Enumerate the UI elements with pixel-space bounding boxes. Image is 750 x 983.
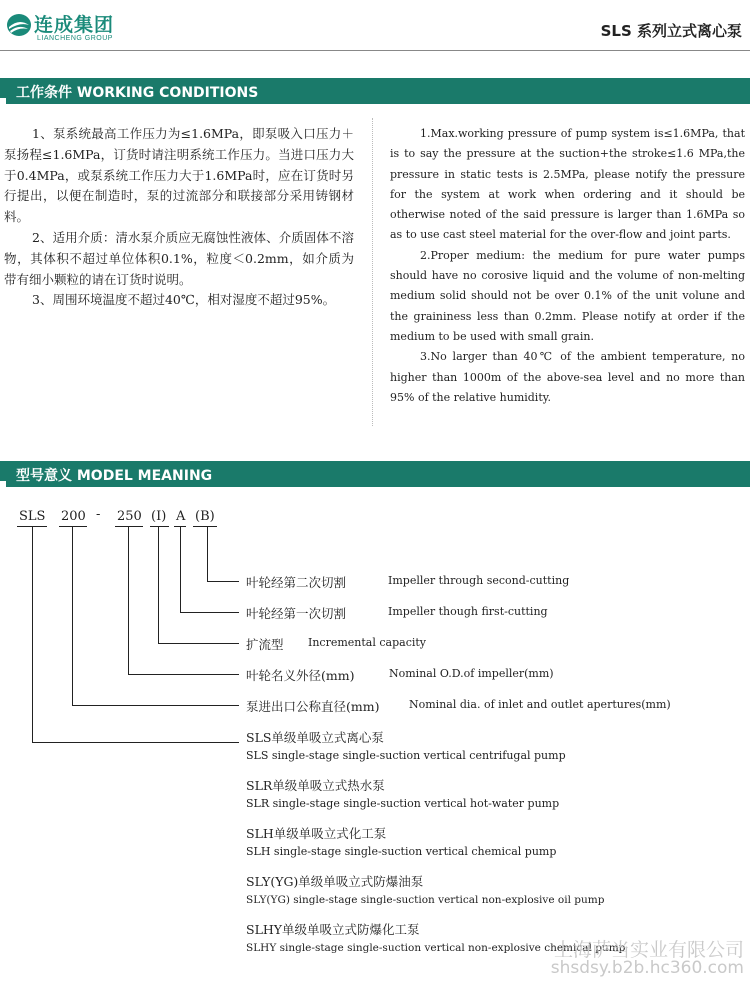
working-conditions-heading: 工作条件 WORKING CONDITIONS (16, 85, 259, 101)
logo-text: 连成集团 (34, 14, 115, 36)
label-cn-impeller-od: 叶轮名义外径(mm) (246, 668, 355, 683)
label-cn-second-cut: 叶轮经第二次切割 (246, 575, 347, 590)
connector-line (32, 527, 33, 742)
pump-type-cn: SLH单级单吸立式化工泵 (246, 826, 387, 841)
pump-type-cn: SLHY单级单吸立式防爆化工泵 (246, 922, 420, 937)
connector-line (32, 742, 239, 743)
connector-line (128, 527, 129, 674)
page-title: SLS 系列立式离心泵 (600, 22, 742, 40)
label-en-incremental: Incremental capacity (308, 636, 427, 649)
en-paragraph: 3.No larger than 40℃ of the ambient temperature, no higher than 1000m of the above-sea level and no more than 95% of the relative humidity. (390, 350, 745, 404)
logo-subtext: LIANCHENG GROUP (37, 35, 113, 42)
code-part-dash: - (96, 507, 101, 522)
working-conditions-en (390, 124, 745, 408)
label-cn-first-cut: 叶轮经第一次切割 (246, 606, 347, 621)
pump-type-cn: SLS单级单吸立式离心泵 (246, 730, 384, 745)
label-en-second-cut: Impeller through second-cutting (388, 574, 570, 587)
working-conditions-cn (4, 124, 354, 311)
en-paragraph: 2.Proper medium: the medium for pure water pumps should have no corosive liquid and the volume of non-melting medium solid should not be over 0.1% of the unit volune and the graininess less than 0.2mm. Please notify at order if the medium to be used with small grain. (390, 248, 745, 343)
code-part-i: (I) (151, 509, 167, 524)
code-underline (193, 526, 217, 527)
code-part-a: A (176, 509, 186, 524)
code-part-sls: SLS (19, 509, 46, 524)
label-en-nominal-dia: Nominal dia. of inlet and outlet apertures(mm) (409, 698, 671, 711)
pump-type-en: SLY(YG) single-stage single-suction vertical non-explosive oil pump (246, 894, 605, 906)
logo-icon (6, 12, 32, 38)
cn-paragraph: 1、泵系统最高工作压力为≤1.6MPa，即泵吸入口压力＋泵扬程≤1.6MPa，订货时请注明系统工作压力。当进口压力大于0.4MPa，或泵系统工作压力大于1.6MPa时，应在订货时另行提出，以便在制造时，泵的过流部分和联接部分采用铸钢材料。 (4, 126, 354, 225)
cn-paragraph: 2、适用介质：清水泵介质应无腐蚀性液体、介质固体不溶物，其体积不超过单位体积0.1%，粒度＜0.2mm，如介质为带有细小颗粒的请在订货时说明。 (4, 229, 354, 287)
pump-type-en: SLS single-stage single-suction vertical centrifugal pump (246, 749, 566, 762)
code-underline (59, 526, 87, 527)
code-underline (150, 526, 169, 527)
code-part-b: (B) (195, 509, 215, 524)
connector-line (72, 705, 239, 706)
code-part-od: 250 (117, 509, 142, 524)
en-paragraph: 1.Max.working pressure of pump system is≤1.6MPa, that is to say the pressure at the suction+the stroke≤1.6 MPa,the pressure in static tests is 2.5MPa, please notify the pressure for the system at work when ordering and it should be otherwise noted of the said pressure is larger than 1.6MPa so as to use cast steel material for the over-flow and joint parts. (390, 127, 745, 242)
label-en-first-cut: Impeller though first-cutting (388, 605, 548, 618)
header-divider (0, 50, 750, 51)
model-meaning-heading: 型号意义 MODEL MEANING (16, 468, 213, 484)
connector-line (180, 527, 181, 612)
connector-line (158, 527, 159, 643)
connector-line (207, 581, 239, 582)
connector-line (72, 527, 73, 705)
connector-line (207, 527, 208, 581)
pump-type-en: SLHY single-stage single-suction vertical non-explosive chemical pump (246, 942, 626, 954)
watermark-url: shsdsy.b2b.hc360.com (550, 958, 744, 978)
code-part-dn: 200 (61, 509, 86, 524)
pump-type-cn: SLY(YG)单级单吸立式防爆油泵 (246, 874, 424, 889)
connector-line (128, 674, 239, 675)
label-cn-nominal-dia: 泵进出口公称直径(mm) (246, 699, 380, 714)
column-divider (372, 118, 373, 426)
label-en-impeller-od: Nominal O.D.of impeller(mm) (389, 667, 554, 680)
pump-type-en: SLH single-stage single-suction vertical chemical pump (246, 845, 557, 858)
watermark-company: 上海萨当实业有限公司 (553, 939, 744, 961)
pump-type-cn: SLR单级单吸立式热水泵 (246, 778, 385, 793)
pump-type-en: SLR single-stage single-suction vertical hot-water pump (246, 797, 560, 810)
connector-line (158, 643, 239, 644)
code-underline (115, 526, 143, 527)
connector-line (180, 612, 239, 613)
label-cn-incremental: 扩流型 (246, 637, 284, 652)
cn-paragraph: 3、周围环境温度不超过40℃，相对湿度不超过95%。 (32, 292, 336, 308)
